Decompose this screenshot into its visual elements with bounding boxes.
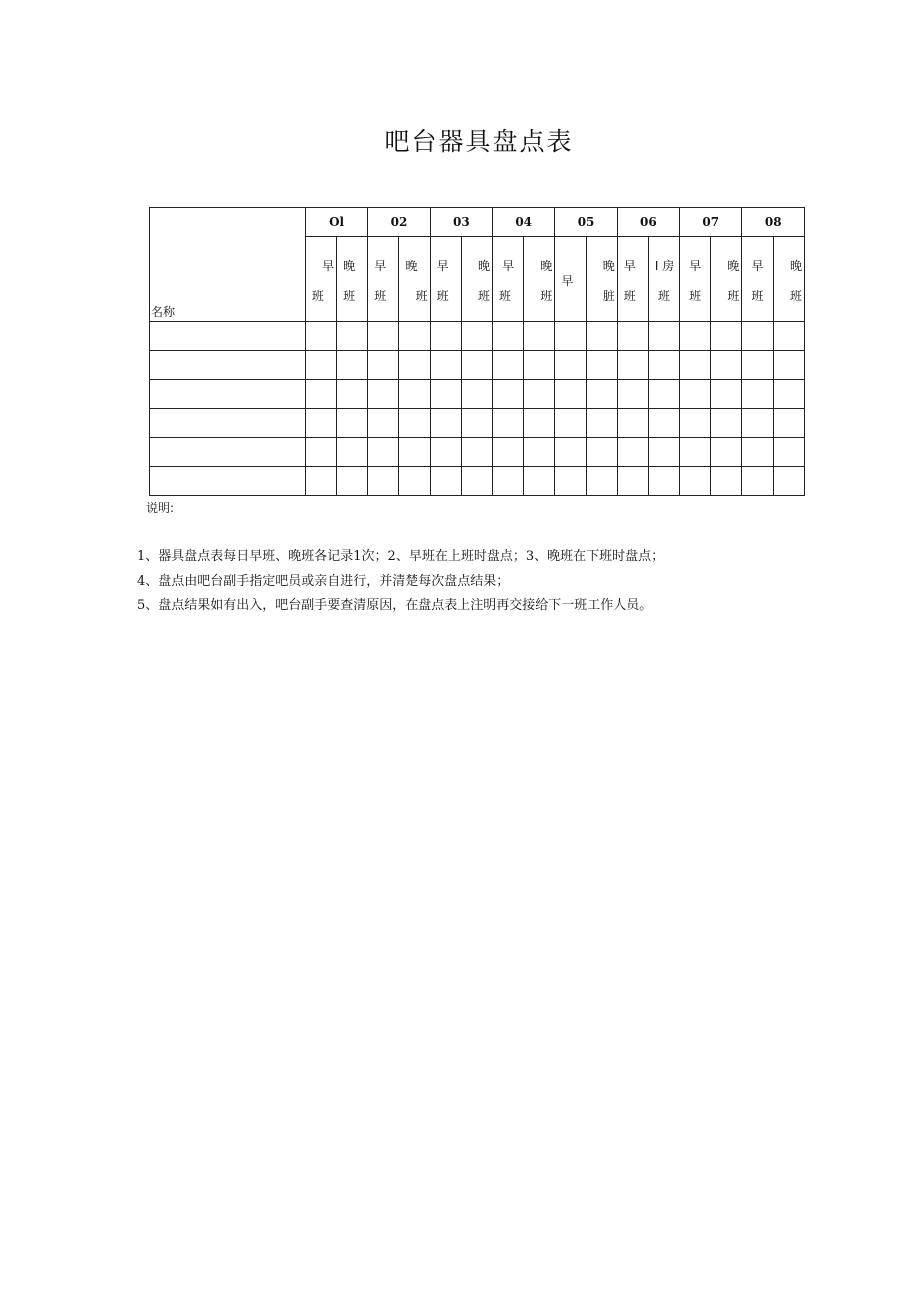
count-cell[interactable] (305, 351, 336, 380)
count-cell[interactable] (493, 380, 524, 409)
count-cell[interactable] (617, 409, 648, 438)
count-cell[interactable] (493, 322, 524, 351)
count-cell[interactable] (461, 467, 492, 496)
day-header-02: 02 (368, 208, 430, 237)
count-cell[interactable] (305, 409, 336, 438)
count-cell[interactable] (555, 380, 586, 409)
name-cell[interactable] (150, 409, 306, 438)
shift-header: 晚 班 (461, 237, 492, 322)
count-cell[interactable] (742, 351, 773, 380)
shift-header: I 房 班 (648, 237, 679, 322)
count-cell[interactable] (461, 322, 492, 351)
name-cell[interactable] (150, 467, 306, 496)
count-cell[interactable] (711, 351, 742, 380)
note-item: 5、盘点结果如有出入，吧台副手要查清原因，在盘点表上注明再交接给下一班工作人员。 (137, 598, 653, 613)
name-column-header (150, 208, 306, 322)
count-cell[interactable] (461, 438, 492, 467)
count-cell[interactable] (742, 438, 773, 467)
count-cell[interactable] (773, 380, 804, 409)
shift-header: 早 班 (680, 237, 711, 322)
count-cell[interactable] (680, 351, 711, 380)
count-cell[interactable] (586, 380, 617, 409)
count-cell[interactable] (555, 351, 586, 380)
count-cell[interactable] (586, 322, 617, 351)
count-cell[interactable] (368, 351, 399, 380)
count-cell[interactable] (430, 438, 461, 467)
day-header-04: 04 (493, 208, 555, 237)
count-cell[interactable] (461, 409, 492, 438)
count-cell[interactable] (430, 322, 461, 351)
count-cell[interactable] (368, 322, 399, 351)
count-cell[interactable] (586, 409, 617, 438)
count-cell[interactable] (493, 351, 524, 380)
shift-header: 晚 班 (773, 237, 804, 322)
shift-header: 晚 班 (524, 237, 555, 322)
name-cell[interactable] (150, 380, 306, 409)
count-cell[interactable] (773, 467, 804, 496)
count-cell[interactable] (773, 351, 804, 380)
table-row (150, 351, 805, 380)
count-cell[interactable] (461, 380, 492, 409)
shift-header: 早 班 (430, 237, 461, 322)
day-header-03: 03 (430, 208, 492, 237)
count-cell[interactable] (773, 322, 804, 351)
day-header-06: 06 (617, 208, 679, 237)
count-cell[interactable] (368, 380, 399, 409)
count-cell[interactable] (399, 322, 430, 351)
shift-header: 晚 脏 (586, 237, 617, 322)
count-cell[interactable] (524, 467, 555, 496)
count-cell[interactable] (524, 438, 555, 467)
count-cell[interactable] (305, 467, 336, 496)
count-cell[interactable] (617, 467, 648, 496)
count-cell[interactable] (586, 438, 617, 467)
table-row (150, 322, 805, 351)
notes-list (137, 545, 664, 619)
count-cell[interactable] (555, 409, 586, 438)
count-cell[interactable] (680, 409, 711, 438)
count-cell[interactable] (368, 467, 399, 496)
count-cell[interactable] (524, 322, 555, 351)
day-header-08: 08 (742, 208, 805, 237)
name-header-label: 名称 (151, 305, 176, 319)
count-cell[interactable] (617, 380, 648, 409)
count-cell[interactable] (648, 380, 679, 409)
count-cell[interactable] (493, 409, 524, 438)
count-cell[interactable] (524, 380, 555, 409)
count-cell[interactable] (586, 467, 617, 496)
count-cell[interactable] (648, 467, 679, 496)
count-cell[interactable] (680, 467, 711, 496)
count-cell[interactable] (493, 467, 524, 496)
count-cell[interactable] (524, 351, 555, 380)
count-cell[interactable] (337, 322, 368, 351)
count-cell[interactable] (399, 467, 430, 496)
table-row (150, 467, 805, 496)
page-title: 吧台器具盘点表 (384, 127, 574, 156)
name-cell[interactable] (150, 438, 306, 467)
count-cell[interactable] (711, 380, 742, 409)
name-cell[interactable] (150, 322, 306, 351)
count-cell[interactable] (711, 322, 742, 351)
count-cell[interactable] (742, 467, 773, 496)
shift-header: 早 班 (617, 237, 648, 322)
count-cell[interactable] (461, 351, 492, 380)
count-cell[interactable] (337, 438, 368, 467)
count-cell[interactable] (555, 467, 586, 496)
table-row (150, 438, 805, 467)
count-cell[interactable] (399, 409, 430, 438)
count-cell[interactable] (555, 322, 586, 351)
count-cell[interactable] (773, 438, 804, 467)
count-cell[interactable] (773, 409, 804, 438)
count-cell[interactable] (617, 438, 648, 467)
count-cell[interactable] (368, 438, 399, 467)
shift-header: 早 班 (368, 237, 399, 322)
count-cell[interactable] (305, 322, 336, 351)
day-header-01: Ol (305, 208, 367, 237)
count-cell[interactable] (368, 409, 399, 438)
note-item: 4、盘点由吧台副手指定吧员或亲自进行，并清楚每次盘点结果； (137, 573, 510, 589)
count-cell[interactable] (680, 438, 711, 467)
count-cell[interactable] (617, 351, 648, 380)
count-cell[interactable] (399, 438, 430, 467)
count-cell[interactable] (430, 380, 461, 409)
shift-header: 晚 班 (711, 237, 742, 322)
day-header-05: 05 (555, 208, 617, 237)
count-cell[interactable] (742, 322, 773, 351)
count-cell[interactable] (337, 380, 368, 409)
notes-label: 说明: (146, 501, 175, 515)
count-cell[interactable] (680, 322, 711, 351)
count-cell[interactable] (493, 438, 524, 467)
count-cell[interactable] (337, 409, 368, 438)
count-cell[interactable] (648, 322, 679, 351)
count-cell[interactable] (399, 351, 430, 380)
count-cell[interactable] (617, 322, 648, 351)
inventory-table (149, 207, 805, 496)
table-row (150, 380, 805, 409)
count-cell[interactable] (742, 409, 773, 438)
table-row (150, 409, 805, 438)
count-cell[interactable] (555, 438, 586, 467)
count-cell[interactable] (430, 351, 461, 380)
count-cell[interactable] (742, 380, 773, 409)
day-header-07: 07 (680, 208, 742, 237)
count-cell[interactable] (305, 380, 336, 409)
shift-header: 早 班 (493, 237, 524, 322)
count-cell[interactable] (337, 351, 368, 380)
shift-header: 早 班 (742, 237, 773, 322)
count-cell[interactable] (524, 409, 555, 438)
count-cell[interactable] (648, 351, 679, 380)
count-cell[interactable] (337, 467, 368, 496)
count-cell[interactable] (711, 438, 742, 467)
count-cell[interactable] (305, 438, 336, 467)
count-cell[interactable] (399, 380, 430, 409)
count-cell[interactable] (648, 409, 679, 438)
count-cell[interactable] (430, 409, 461, 438)
count-cell[interactable] (711, 409, 742, 438)
count-cell[interactable] (430, 467, 461, 496)
note-item: 1、器具盘点表每日早班、晚班各记录1次；2、早班在上班时盘点；3、晚班在下班时盘点； (137, 549, 665, 564)
shift-header: 早 (555, 237, 586, 322)
shift-header: 晚 班 (337, 237, 368, 322)
name-cell[interactable] (150, 351, 306, 380)
count-cell[interactable] (711, 467, 742, 496)
shift-header: 早 班 (305, 237, 336, 322)
count-cell[interactable] (648, 438, 679, 467)
count-cell[interactable] (680, 380, 711, 409)
shift-header: 晚 班 (399, 237, 430, 322)
count-cell[interactable] (586, 351, 617, 380)
